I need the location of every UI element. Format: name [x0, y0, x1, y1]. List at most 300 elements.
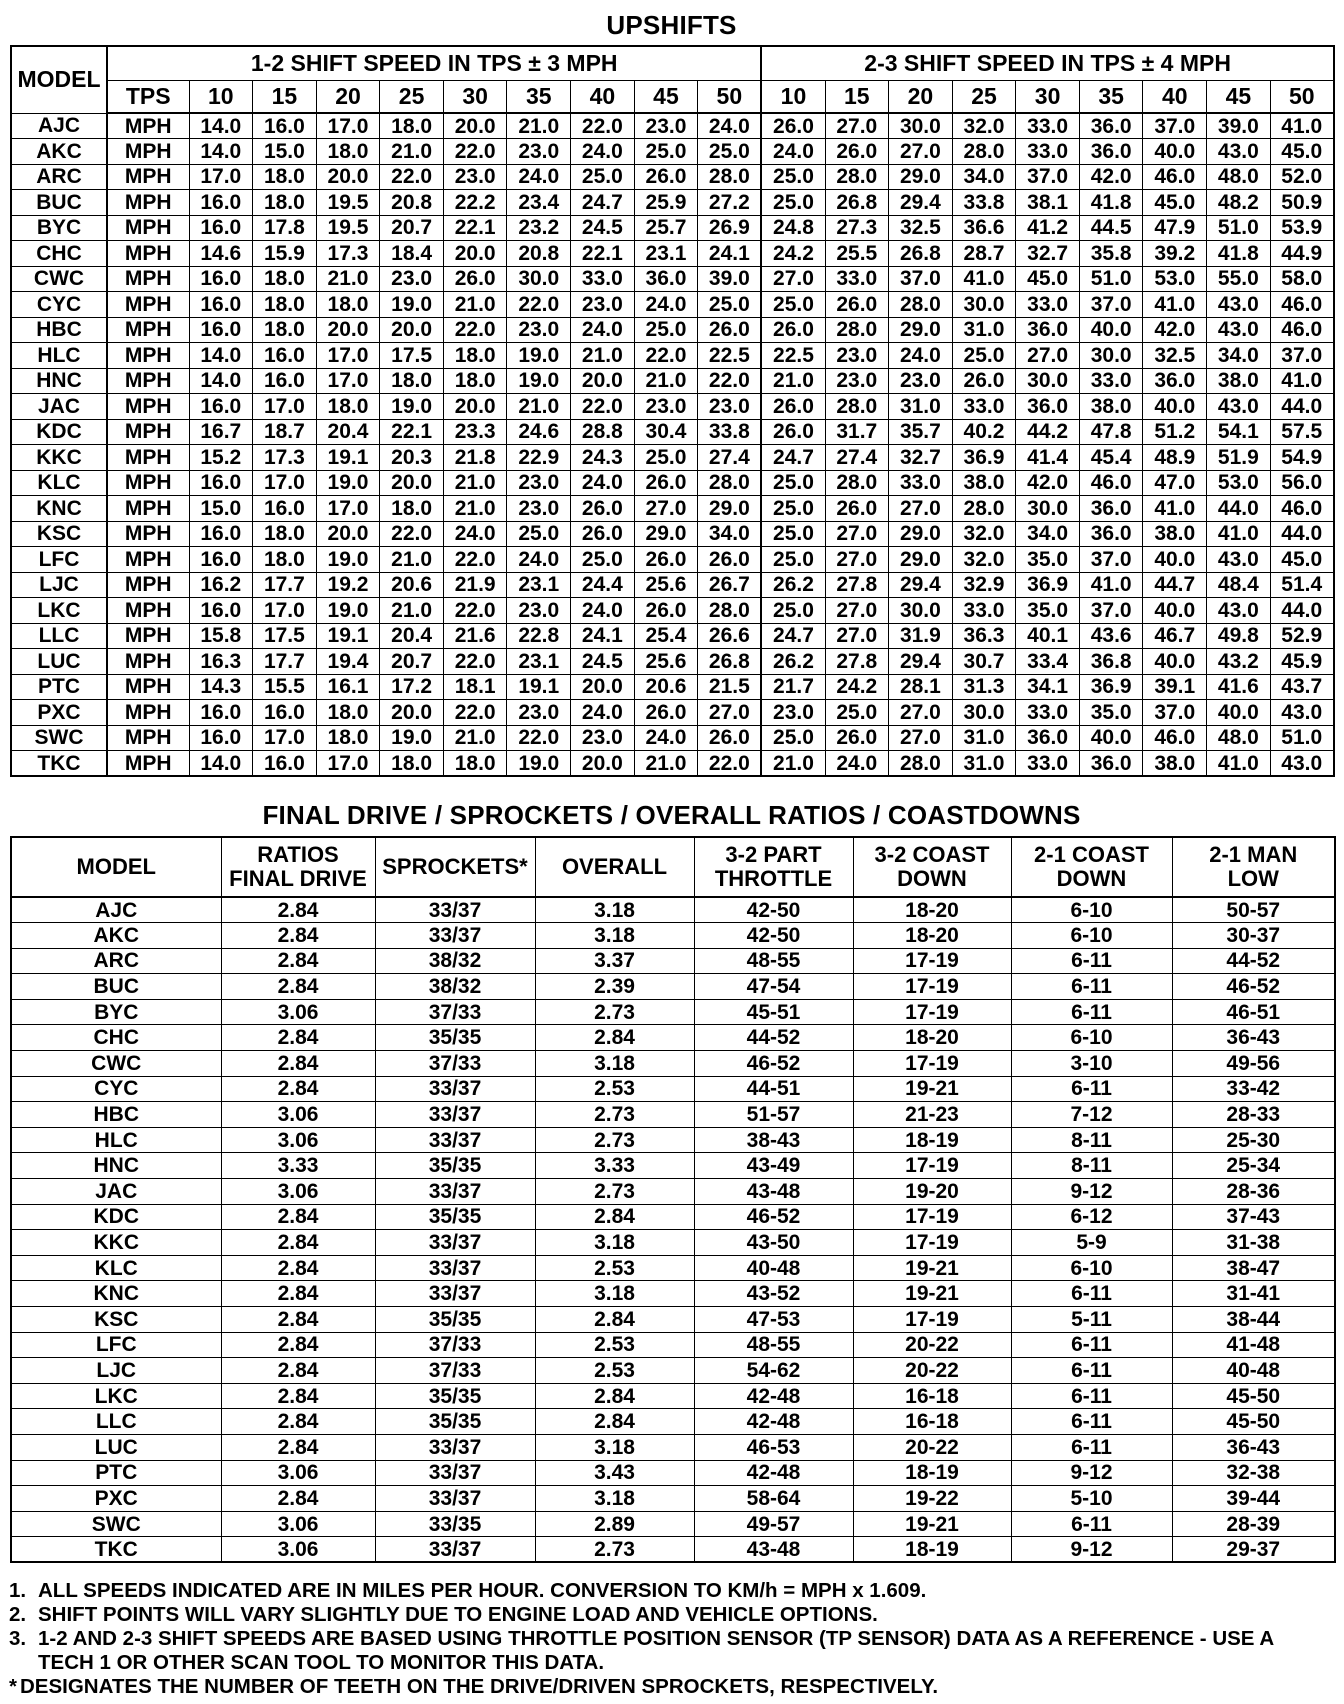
model-cell: KNC — [11, 1281, 221, 1307]
header-line: DOWN — [897, 866, 967, 891]
footnote-2 — [9, 1603, 1339, 1627]
table-row — [11, 1511, 1335, 1537]
man-low-2-1-cell: 40-48 — [1172, 1358, 1335, 1384]
shift-1-2-speed-cell: 16.0 — [189, 470, 253, 496]
model-cell: SWC — [11, 1511, 221, 1537]
shift-2-3-speed-cell: 28.0 — [952, 496, 1016, 522]
shift-2-3-speed-cell: 38.0 — [1207, 368, 1271, 394]
shift-2-3-speed-cell: 49.8 — [1207, 623, 1271, 649]
footnote-3 — [9, 1627, 1339, 1651]
model-cell: LKC — [11, 598, 107, 624]
final-drive-ratio-cell: 2.84 — [221, 948, 375, 974]
tps-unit-cell: MPH — [107, 496, 189, 522]
coast-down-3-2-cell: 17-19 — [853, 1230, 1011, 1256]
shift-2-3-speed-cell: 40.0 — [1079, 317, 1143, 343]
part-throttle-3-2-cell: 42-50 — [694, 897, 853, 923]
shift-1-2-speed-cell: 22.0 — [380, 164, 444, 190]
table-row — [11, 113, 1334, 139]
model-cell: PTC — [11, 1460, 221, 1486]
shift-1-2-speed-cell: 29.0 — [634, 521, 698, 547]
coast-down-3-2-cell: 17-19 — [853, 1153, 1011, 1179]
coast-down-2-1-cell: 6-11 — [1011, 1434, 1172, 1460]
coast-down-2-1-cell: 5-9 — [1011, 1230, 1172, 1256]
overall-ratio-cell: 2.84 — [535, 1204, 694, 1230]
shift-1-2-speed-cell: 17.0 — [316, 496, 380, 522]
shift-1-2-speed-cell: 14.6 — [189, 241, 253, 267]
shift-1-2-speed-cell: 20.0 — [316, 521, 380, 547]
shift-2-3-speed-cell: 46.0 — [1143, 164, 1207, 190]
footnote-text: DESIGNATES THE NUMBER OF TEETH ON THE DRIVE/DRIVEN SPROCKETS, RESPECTIVELY. — [20, 1675, 939, 1698]
shift-1-2-speed-cell: 22.0 — [443, 139, 507, 165]
man-low-2-1-cell: 37-43 — [1172, 1204, 1335, 1230]
coast-down-2-1-cell: 6-12 — [1011, 1204, 1172, 1230]
shift-1-2-speed-cell: 19.1 — [316, 445, 380, 471]
shift-1-2-speed-cell: 18.0 — [316, 139, 380, 165]
overall-ratio-cell: 2.84 — [535, 1409, 694, 1435]
shift-2-3-speed-cell: 44.0 — [1270, 598, 1334, 624]
final-drive-ratio-cell: 2.84 — [221, 1409, 375, 1435]
shift-2-3-speed-cell: 33.0 — [1016, 139, 1080, 165]
coast-down-3-2-cell: 18-19 — [853, 1127, 1011, 1153]
tps-value-header: 45 — [634, 80, 698, 113]
model-cell: PXC — [11, 700, 107, 726]
model-column-header — [11, 837, 221, 897]
final-drive-ratio-cell: 2.84 — [221, 897, 375, 923]
shift-1-2-speed-cell: 20.0 — [443, 113, 507, 139]
shift-1-2-speed-cell: 26.0 — [634, 700, 698, 726]
sprockets-cell: 33/37 — [375, 1281, 535, 1307]
sprockets-cell: 35/35 — [375, 1383, 535, 1409]
shift-1-2-speed-cell: 27.4 — [698, 445, 762, 471]
model-cell: KKC — [11, 1230, 221, 1256]
shift-1-2-speed-cell: 28.0 — [698, 470, 762, 496]
table-row — [11, 164, 1334, 190]
shift-2-3-speed-cell: 46.7 — [1143, 623, 1207, 649]
shift-1-2-group-header: 1-2 SHIFT SPEED IN TPS ± 3 MPH — [107, 46, 761, 80]
shift-1-2-speed-cell: 18.0 — [380, 751, 444, 777]
shift-1-2-speed-cell: 19.5 — [316, 215, 380, 241]
tps-value-header: 45 — [1207, 80, 1271, 113]
table-row — [11, 368, 1334, 394]
table-row — [11, 139, 1334, 165]
shift-2-3-speed-cell: 53.0 — [1207, 470, 1271, 496]
part-throttle-3-2-cell: 43-48 — [694, 1537, 853, 1563]
shift-2-3-speed-cell: 31.0 — [952, 317, 1016, 343]
sprockets-cell: 35/35 — [375, 1307, 535, 1333]
shift-1-2-speed-cell: 17.5 — [380, 343, 444, 369]
coast-down-2-1-cell: 6-11 — [1011, 1281, 1172, 1307]
shift-2-3-speed-cell: 21.0 — [761, 368, 825, 394]
shift-1-2-speed-cell: 16.0 — [253, 343, 317, 369]
model-cell: KDC — [11, 1204, 221, 1230]
shift-2-3-speed-cell: 25.0 — [761, 725, 825, 751]
shift-1-2-speed-cell: 23.0 — [507, 317, 571, 343]
shift-1-2-speed-cell: 15.0 — [253, 139, 317, 165]
shift-1-2-speed-cell: 24.0 — [507, 547, 571, 573]
shift-2-3-speed-cell: 40.0 — [1079, 725, 1143, 751]
model-cell: KSC — [11, 1307, 221, 1333]
shift-1-2-speed-cell: 23.4 — [507, 190, 571, 216]
model-cell: JAC — [11, 1179, 221, 1205]
shift-2-3-speed-cell: 51.2 — [1143, 419, 1207, 445]
upshifts-table-header — [11, 46, 1334, 113]
shift-1-2-speed-cell: 19.0 — [507, 751, 571, 777]
final-drive-ratio-cell: 2.84 — [221, 1051, 375, 1077]
shift-1-2-speed-cell: 20.4 — [380, 623, 444, 649]
shift-1-2-speed-cell: 19.2 — [316, 572, 380, 598]
part-throttle-3-2-cell: 42-48 — [694, 1460, 853, 1486]
model-cell: BUC — [11, 190, 107, 216]
shift-2-3-speed-cell: 24.0 — [825, 751, 889, 777]
shift-2-3-speed-cell: 37.0 — [1016, 164, 1080, 190]
shift-1-2-speed-cell: 21.0 — [380, 547, 444, 573]
table-row — [11, 470, 1334, 496]
shift-1-2-speed-cell: 18.0 — [316, 394, 380, 420]
shift-2-3-speed-cell: 35.0 — [1016, 547, 1080, 573]
man-low-2-1-cell: 30-37 — [1172, 923, 1335, 949]
overall-ratio-cell: 3.37 — [535, 948, 694, 974]
man-low-2-1-cell: 28-36 — [1172, 1179, 1335, 1205]
shift-1-2-speed-cell: 23.0 — [634, 113, 698, 139]
footnote-marker: 2. — [9, 1603, 27, 1626]
shift-2-3-speed-cell: 32.0 — [952, 521, 1016, 547]
part-throttle-3-2-cell: 43-52 — [694, 1281, 853, 1307]
part-throttle-3-2-cell: 40-48 — [694, 1255, 853, 1281]
tps-unit-cell: MPH — [107, 623, 189, 649]
shift-1-2-speed-cell: 18.0 — [253, 521, 317, 547]
shift-2-3-speed-cell: 31.3 — [952, 674, 1016, 700]
model-cell: CYC — [11, 292, 107, 318]
shift-1-2-speed-cell: 19.1 — [316, 623, 380, 649]
overall-ratio-cell: 2.53 — [535, 1358, 694, 1384]
shift-2-3-speed-cell: 26.0 — [761, 419, 825, 445]
shift-2-3-speed-cell: 36.9 — [952, 445, 1016, 471]
model-cell: KSC — [11, 521, 107, 547]
shift-1-2-speed-cell: 18.4 — [380, 241, 444, 267]
shift-2-3-speed-cell: 41.4 — [1016, 445, 1080, 471]
tps-unit-cell: MPH — [107, 521, 189, 547]
shift-2-3-speed-cell: 36.0 — [1079, 521, 1143, 547]
final-drive-ratio-cell: 2.84 — [221, 1255, 375, 1281]
overall-ratio-cell: 3.18 — [535, 1230, 694, 1256]
shift-1-2-speed-cell: 16.0 — [189, 547, 253, 573]
shift-2-3-speed-cell: 36.0 — [1143, 368, 1207, 394]
shift-1-2-speed-cell: 17.0 — [316, 343, 380, 369]
shift-1-2-speed-cell: 17.0 — [316, 751, 380, 777]
shift-1-2-speed-cell: 17.3 — [253, 445, 317, 471]
shift-2-3-speed-cell: 41.0 — [1270, 368, 1334, 394]
shift-2-3-speed-cell: 46.0 — [1270, 317, 1334, 343]
table-row — [11, 974, 1335, 1000]
overall-ratio-cell: 3.18 — [535, 1281, 694, 1307]
overall-ratio-cell: 2.84 — [535, 1383, 694, 1409]
footnote-text: TECH 1 OR OTHER SCAN TOOL TO MONITOR THIS DATA. — [38, 1651, 605, 1674]
shift-2-3-speed-cell: 34.1 — [1016, 674, 1080, 700]
shift-1-2-speed-cell: 18.0 — [253, 547, 317, 573]
table-row — [11, 1025, 1335, 1051]
shift-1-2-speed-cell: 18.0 — [380, 368, 444, 394]
tps-value-header: 15 — [253, 80, 317, 113]
final-drive-ratio-cell: 2.84 — [221, 1332, 375, 1358]
shift-1-2-speed-cell: 22.0 — [634, 343, 698, 369]
shift-2-3-speed-cell: 29.4 — [889, 572, 953, 598]
overall-ratio-cell: 2.53 — [535, 1255, 694, 1281]
table-row — [11, 1434, 1335, 1460]
shift-1-2-speed-cell: 20.0 — [380, 317, 444, 343]
table-row — [11, 1486, 1335, 1512]
table-row — [11, 1537, 1335, 1563]
shift-2-3-speed-cell: 33.0 — [1016, 751, 1080, 777]
header-line: OVERALL — [561, 854, 668, 879]
final-drive-ratio-cell: 2.84 — [221, 1230, 375, 1256]
shift-2-3-speed-cell: 43.0 — [1270, 700, 1334, 726]
model-cell: KDC — [11, 419, 107, 445]
shift-1-2-speed-cell: 20.6 — [634, 674, 698, 700]
shift-2-3-speed-cell: 36.0 — [1016, 394, 1080, 420]
part-throttle-3-2-cell: 58-64 — [694, 1486, 853, 1512]
shift-2-3-speed-cell: 25.0 — [761, 190, 825, 216]
shift-2-3-speed-cell: 42.0 — [1016, 470, 1080, 496]
part-throttle-3-2-cell: 42-48 — [694, 1383, 853, 1409]
shift-2-3-speed-cell: 26.0 — [825, 725, 889, 751]
final-drive-ratio-cell: 3.06 — [221, 1460, 375, 1486]
shift-1-2-speed-cell: 17.0 — [253, 725, 317, 751]
coast-down-2-1-cell: 6-10 — [1011, 897, 1172, 923]
tps-unit-cell: MPH — [107, 394, 189, 420]
shift-2-3-speed-cell: 25.0 — [952, 343, 1016, 369]
shift-1-2-speed-cell: 20.8 — [507, 241, 571, 267]
shift-2-3-speed-cell: 31.9 — [889, 623, 953, 649]
shift-2-3-speed-cell: 27.0 — [825, 623, 889, 649]
overall-ratio-cell: 2.53 — [535, 1332, 694, 1358]
shift-1-2-speed-cell: 24.0 — [571, 700, 635, 726]
coast-down-3-2-cell: 18-20 — [853, 923, 1011, 949]
shift-1-2-speed-cell: 22.0 — [698, 368, 762, 394]
shift-1-2-speed-cell: 25.0 — [634, 139, 698, 165]
footnote-text: 1-2 AND 2-3 SHIFT SPEEDS ARE BASED USING THROTTLE POSITION SENSOR (TP SENSOR) DATA AS A REFERENCE - USE A — [38, 1627, 1275, 1650]
coast-down-3-2-cell: 19-21 — [853, 1281, 1011, 1307]
part-throttle-3-2-cell: 43-50 — [694, 1230, 853, 1256]
model-cell: LFC — [11, 1332, 221, 1358]
shift-1-2-speed-cell: 16.0 — [189, 292, 253, 318]
shift-2-3-speed-cell: 27.8 — [825, 572, 889, 598]
shift-1-2-speed-cell: 16.0 — [189, 190, 253, 216]
sprockets-cell: 33/37 — [375, 923, 535, 949]
tps-value-header: 35 — [1079, 80, 1143, 113]
final-drive-table-header — [11, 837, 1335, 897]
shift-2-3-speed-cell: 28.0 — [825, 317, 889, 343]
shift-2-3-speed-cell: 46.0 — [1270, 292, 1334, 318]
shift-2-3-speed-cell: 26.2 — [761, 572, 825, 598]
shift-1-2-speed-cell: 23.0 — [507, 700, 571, 726]
shift-2-3-speed-cell: 33.0 — [1016, 292, 1080, 318]
shift-1-2-speed-cell: 18.7 — [253, 419, 317, 445]
part-throttle-3-2-cell: 44-51 — [694, 1076, 853, 1102]
sprockets-cell: 37/33 — [375, 999, 535, 1025]
shift-1-2-speed-cell: 24.1 — [571, 623, 635, 649]
overall-ratio-cell: 3.18 — [535, 1051, 694, 1077]
shift-1-2-speed-cell: 17.0 — [253, 394, 317, 420]
shift-1-2-speed-cell: 24.0 — [571, 470, 635, 496]
shift-2-3-speed-cell: 28.7 — [952, 241, 1016, 267]
shift-1-2-speed-cell: 21.8 — [443, 445, 507, 471]
shift-2-3-speed-cell: 54.1 — [1207, 419, 1271, 445]
shift-1-2-speed-cell: 24.3 — [571, 445, 635, 471]
shift-1-2-speed-cell: 18.0 — [316, 292, 380, 318]
shift-2-3-speed-cell: 43.6 — [1079, 623, 1143, 649]
shift-2-3-speed-cell: 46.0 — [1143, 725, 1207, 751]
shift-2-3-speed-cell: 32.7 — [1016, 241, 1080, 267]
man-low-2-1-cell: 31-41 — [1172, 1281, 1335, 1307]
man-low-2-1-cell: 50-57 — [1172, 897, 1335, 923]
tps-unit-cell: MPH — [107, 368, 189, 394]
shift-1-2-speed-cell: 24.5 — [571, 215, 635, 241]
table-row — [11, 751, 1334, 777]
shift-1-2-speed-cell: 23.0 — [443, 164, 507, 190]
shift-1-2-speed-cell: 33.0 — [571, 266, 635, 292]
sprockets-cell: 38/32 — [375, 974, 535, 1000]
table-row — [11, 999, 1335, 1025]
part-throttle-3-2-cell: 47-53 — [694, 1307, 853, 1333]
model-cell: BYC — [11, 999, 221, 1025]
shift-2-3-speed-cell: 40.2 — [952, 419, 1016, 445]
shift-2-3-speed-cell: 32.5 — [1143, 343, 1207, 369]
model-cell: LFC — [11, 547, 107, 573]
coast-down-2-1-cell: 6-10 — [1011, 1025, 1172, 1051]
shift-1-2-speed-cell: 23.0 — [507, 139, 571, 165]
model-cell: CWC — [11, 266, 107, 292]
sprockets-cell: 33/37 — [375, 1537, 535, 1563]
tps-unit-cell: MPH — [107, 343, 189, 369]
shift-2-3-speed-cell: 38.1 — [1016, 190, 1080, 216]
shift-2-3-speed-cell: 29.0 — [889, 317, 953, 343]
shift-1-2-speed-cell: 21.0 — [443, 470, 507, 496]
man-low-2-1-cell: 25-30 — [1172, 1127, 1335, 1153]
shift-2-3-speed-cell: 26.8 — [889, 241, 953, 267]
shift-1-2-speed-cell: 21.9 — [443, 572, 507, 598]
shift-2-3-speed-cell: 48.9 — [1143, 445, 1207, 471]
coast-down-3-2-cell: 19-22 — [853, 1486, 1011, 1512]
shift-1-2-speed-cell: 23.1 — [634, 241, 698, 267]
shift-2-3-speed-cell: 36.0 — [1016, 725, 1080, 751]
part-throttle-3-2-cell: 51-57 — [694, 1102, 853, 1128]
table-row — [11, 700, 1334, 726]
shift-2-3-speed-cell: 44.5 — [1079, 215, 1143, 241]
shift-2-3-speed-cell: 37.0 — [1079, 547, 1143, 573]
shift-1-2-speed-cell: 25.7 — [634, 215, 698, 241]
sprockets-cell: 37/33 — [375, 1332, 535, 1358]
shift-1-2-speed-cell: 24.0 — [443, 521, 507, 547]
coast-down-2-1-cell: 6-11 — [1011, 1332, 1172, 1358]
overall-ratio-cell: 2.89 — [535, 1511, 694, 1537]
shift-2-3-speed-cell: 36.3 — [952, 623, 1016, 649]
shift-1-2-speed-cell: 16.0 — [189, 521, 253, 547]
shift-2-3-speed-cell: 22.5 — [761, 343, 825, 369]
shift-2-3-speed-cell: 36.0 — [1079, 496, 1143, 522]
shift-1-2-speed-cell: 27.0 — [698, 700, 762, 726]
coast-down-3-2-cell: 16-18 — [853, 1409, 1011, 1435]
final-drive-title: FINAL DRIVE / SPROCKETS / OVERALL RATIOS / COASTDOWNS — [262, 800, 1081, 830]
shift-2-3-speed-cell: 26.0 — [761, 317, 825, 343]
model-cell: PTC — [11, 674, 107, 700]
table-row — [11, 445, 1334, 471]
shift-1-2-speed-cell: 26.0 — [634, 598, 698, 624]
man-low-2-1-column-header — [1172, 837, 1335, 897]
shift-2-3-speed-cell: 26.0 — [825, 496, 889, 522]
header-line: 3-2 COAST — [874, 842, 990, 867]
table-row — [11, 547, 1334, 573]
final-drive-ratio-cell: 2.84 — [221, 1076, 375, 1102]
shift-2-3-speed-cell: 25.0 — [761, 164, 825, 190]
model-cell: CYC — [11, 1076, 221, 1102]
footnote-asterisk — [9, 1675, 1339, 1699]
shift-2-3-speed-cell: 55.0 — [1207, 266, 1271, 292]
tps-value-header: 25 — [952, 80, 1016, 113]
tps-value-header: 35 — [507, 80, 571, 113]
shift-2-3-speed-cell: 26.0 — [761, 113, 825, 139]
header-line: MODEL — [76, 854, 156, 879]
shift-2-3-speed-cell: 43.0 — [1207, 139, 1271, 165]
shift-1-2-speed-cell: 24.4 — [571, 572, 635, 598]
shift-1-2-speed-cell: 20.4 — [316, 419, 380, 445]
part-throttle-3-2-column-header — [694, 837, 853, 897]
shift-2-3-speed-cell: 39.2 — [1143, 241, 1207, 267]
shift-2-3-group-header: 2-3 SHIFT SPEED IN TPS ± 4 MPH — [761, 46, 1333, 80]
coast-down-3-2-cell: 18-20 — [853, 897, 1011, 923]
shift-2-3-speed-cell: 25.0 — [761, 521, 825, 547]
final-drive-table-body — [11, 897, 1335, 1562]
shift-2-3-speed-cell: 38.0 — [1079, 394, 1143, 420]
coast-down-2-1-column-header — [1011, 837, 1172, 897]
coast-down-3-2-cell: 18-20 — [853, 1025, 1011, 1051]
shift-2-3-speed-cell: 28.0 — [889, 751, 953, 777]
coast-down-2-1-cell: 9-12 — [1011, 1179, 1172, 1205]
shift-2-3-speed-cell: 34.0 — [1016, 521, 1080, 547]
table-row — [11, 1358, 1335, 1384]
coast-down-3-2-cell: 20-22 — [853, 1434, 1011, 1460]
model-cell: BUC — [11, 974, 221, 1000]
tps-unit-cell: MPH — [107, 445, 189, 471]
shift-2-3-speed-cell: 30.0 — [1079, 343, 1143, 369]
shift-1-2-speed-cell: 22.0 — [571, 394, 635, 420]
shift-2-3-speed-cell: 29.0 — [889, 547, 953, 573]
shift-1-2-speed-cell: 26.9 — [698, 215, 762, 241]
coast-down-2-1-cell: 6-10 — [1011, 1255, 1172, 1281]
shift-2-3-speed-cell: 36.8 — [1079, 649, 1143, 675]
man-low-2-1-cell: 29-37 — [1172, 1537, 1335, 1563]
shift-1-2-speed-cell: 24.0 — [507, 164, 571, 190]
shift-2-3-speed-cell: 47.8 — [1079, 419, 1143, 445]
shift-1-2-speed-cell: 18.1 — [443, 674, 507, 700]
header-line: THROTTLE — [714, 866, 833, 891]
shift-1-2-speed-cell: 24.0 — [571, 139, 635, 165]
part-throttle-3-2-cell: 42-50 — [694, 923, 853, 949]
shift-2-3-speed-cell: 37.0 — [1143, 700, 1207, 726]
shift-2-3-speed-cell: 36.9 — [1079, 674, 1143, 700]
shift-1-2-speed-cell: 17.0 — [253, 470, 317, 496]
shift-2-3-speed-cell: 37.0 — [1270, 343, 1334, 369]
shift-1-2-speed-cell: 36.0 — [634, 266, 698, 292]
sprockets-cell: 33/37 — [375, 1076, 535, 1102]
overall-ratio-cell: 2.73 — [535, 1102, 694, 1128]
shift-2-3-speed-cell: 56.0 — [1270, 470, 1334, 496]
final-drive-ratio-cell: 3.06 — [221, 1179, 375, 1205]
overall-ratio-cell: 2.84 — [535, 1025, 694, 1051]
final-drive-ratio-cell: 2.84 — [221, 1434, 375, 1460]
shift-2-3-speed-cell: 43.7 — [1270, 674, 1334, 700]
shift-1-2-speed-cell: 18.0 — [253, 292, 317, 318]
coast-down-3-2-cell: 17-19 — [853, 999, 1011, 1025]
